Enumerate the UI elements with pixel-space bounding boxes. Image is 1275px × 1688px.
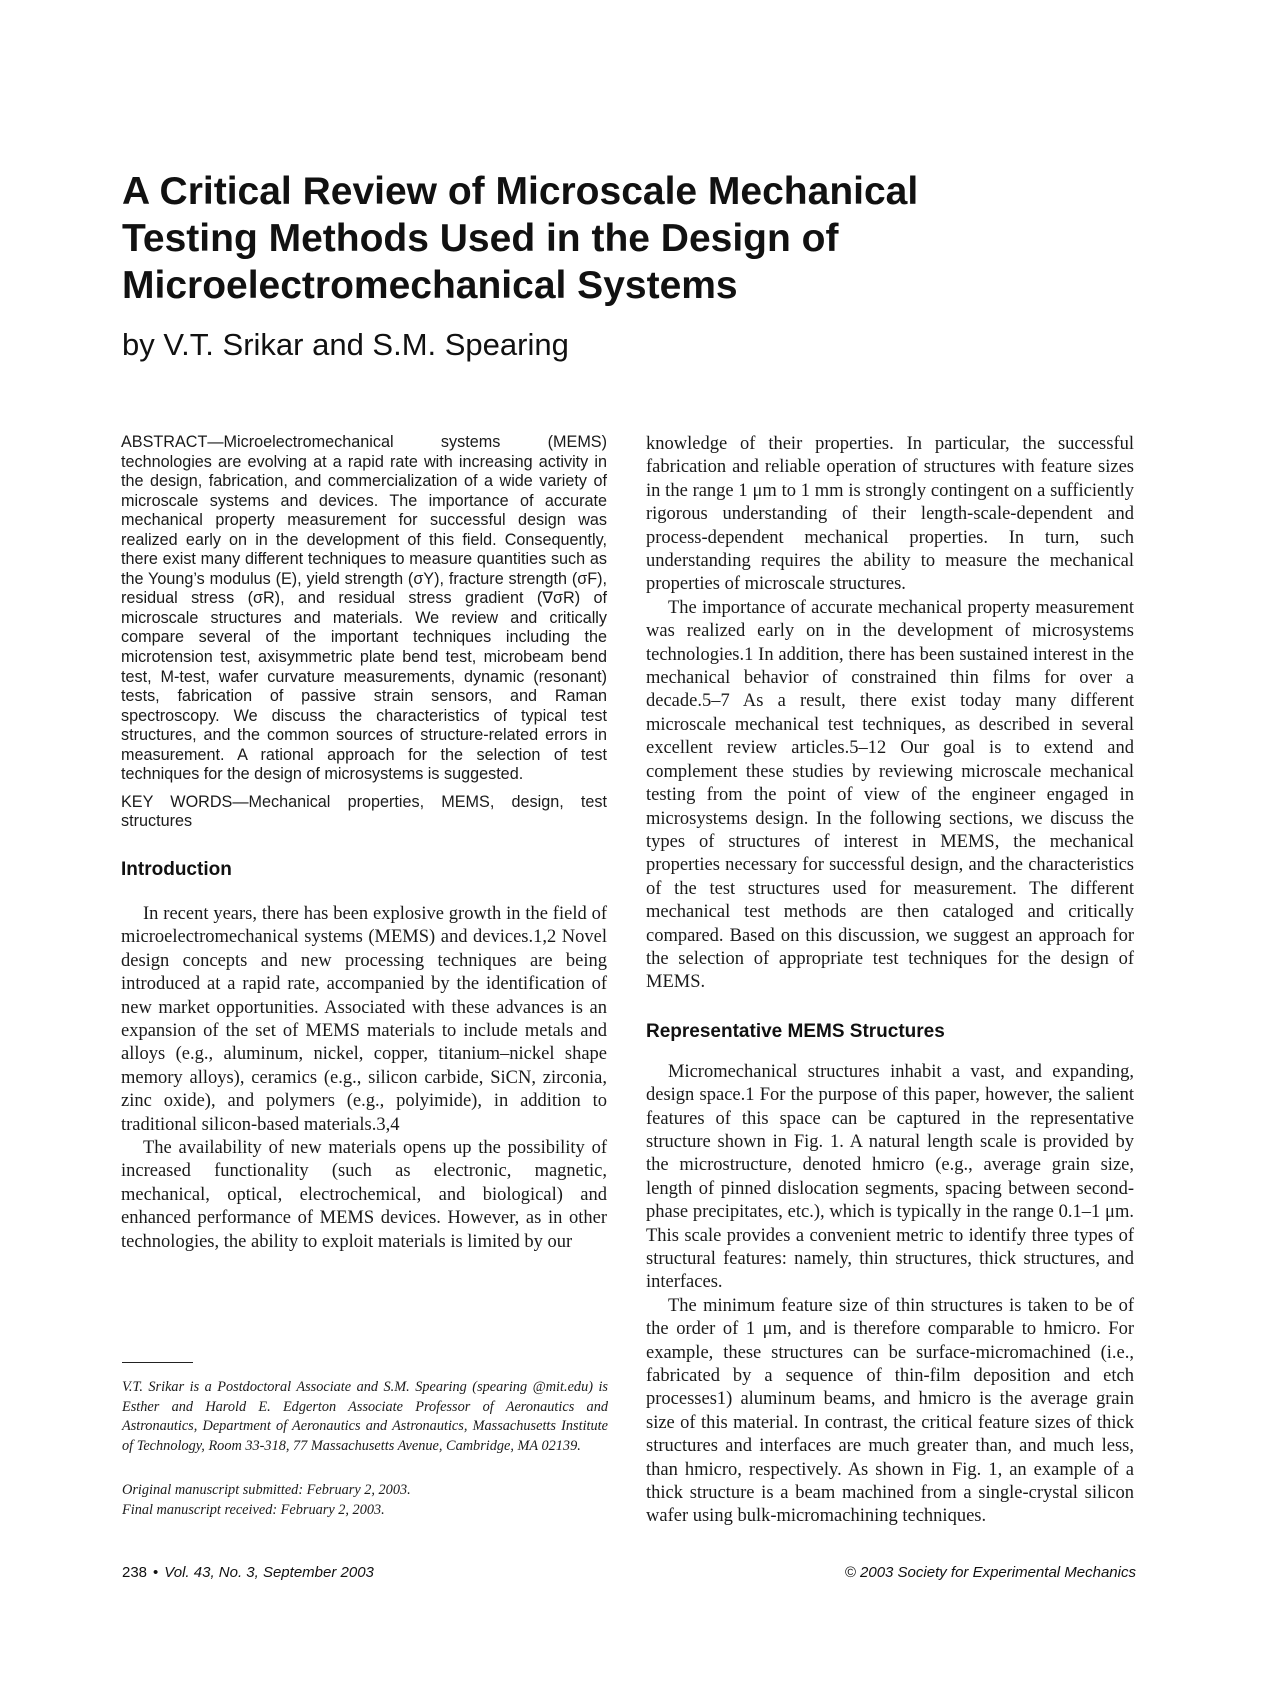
author-line: by V.T. Srikar and S.M. Spearing: [122, 327, 569, 362]
footnote-rule: [122, 1362, 193, 1363]
submitted-date: Original manuscript submitted: February 2, 2003.: [122, 1482, 411, 1498]
representative-body: [646, 1061, 1134, 1529]
section-heading-introduction: Introduction: [121, 858, 232, 880]
introduction-continued: [646, 433, 1134, 995]
body-paragraph: The availability of new materials opens up the possibility of increased functionality (such as electronic, magnetic, mechanical, optical, electrochemical, and biological) and enhanced performance of MEMS devices. However, as in other technologies, the ability to exploit materials is limited by our: [121, 1138, 607, 1252]
body-paragraph: In recent years, there has been explosive growth in the field of microelectromechanical systems (MEMS) and devices.1,2 Novel design concepts and new processing techniques are being introduced at a rapid rate, accompanied by the identification of new market opportunities. Associated with these advances is an expansion of the set of MEMS materials to include metals and alloys (e.g., aluminum, nickel, copper, titanium–nickel shape memory alloys), ceramics (e.g., silicon carbide, SiCN, zirconia, zinc oxide), and polymers (e.g., polyimide), in addition to traditional silicon-based materials.3,4: [121, 903, 607, 1135]
body-paragraph: The importance of accurate mechanical property measurement was realized early on in the development of microsystems technologies.1 In addition, there has been sustained interest in the mechanical behavior of constrained thin films for over a decade.5–7 As a result, there exist today many different microscale mechanical test techniques, as described in several excellent review articles.5–12 Our goal is to extend and complement these studies by reviewing microscale mechanical testing from the point of view of the engineer engaged in microsystems design. In the following sections, we discuss the types of structures of interest in MEMS, the mechanical properties necessary for successful design, and the characteristics of the test structures used for measurement. The different mechanical test methods are then cataloged and critically compared. Based on this discussion, we suggest an approach for the selection of appropriate test techniques for the design of MEMS.: [646, 597, 1134, 993]
page-footer-left: [122, 1564, 374, 1581]
manuscript-dates: [122, 1481, 608, 1520]
page-number: 238: [122, 1564, 148, 1581]
bullet-separator: •: [153, 1564, 159, 1581]
author-affiliation-footnote: V.T. Srikar is a Postdoctoral Associate and S.M. Spearing (spearing @mit.edu) is Esther and Harold E. Edgerton Associate Professor of Aeronautics and Astronautics, Department of Aeronautics and Astronautics, Massachusetts Institute of Technology, Room 33-318, 77 Massachusetts Avenue, Cambridge, MA 02139.: [122, 1379, 608, 1455]
journal-issue: Vol. 43, No. 3, September 2003: [164, 1564, 374, 1581]
section-heading-representative-structures: Representative MEMS Structures: [646, 1020, 945, 1042]
left-column: [121, 433, 607, 1254]
abstract: ABSTRACT—Microelectromechanical systems (MEMS) technologies are evolving at a rapid rate with increasing activity in the design, fabrication, and commercialization of a wide variety of microscale systems and devices. The importance of accurate mechanical property measurement for successful design was realized early on in the development of this field. Consequently, there exist many different techniques to measure quantities such as the Young’s modulus (E), yield strength (σY), fracture strength (σF), residual stress (σR), and residual stress gradient (∇σR) of microscale structures and materials. We review and critically compare several of the important techniques including the microtension test, axisymmetric plate bend test, microbeam bend test, M-test, wafer curvature measurements, dynamic (resonant) tests, fabrication of passive strain sensors, and Raman spectroscopy. We discuss the characteristics of typical test structures, and the common sources of structure-related errors in measurement. A rational approach for the selection of test techniques for the design of microsystems is suggested.: [121, 433, 607, 784]
right-column: [646, 433, 1134, 1529]
body-paragraph: Micromechanical structures inhabit a vast, and expanding, design space.1 For the purpose of this paper, however, the salient features of this space can be captured in the representative structure shown in Fig. 1. A natural length scale is provided by the microstructure, denoted hmicro (e.g., average grain size, length of pinned dislocation segments, spacing between second-phase precipitates, etc.), which is typically in the range 0.1–1 μm. This scale provides a convenient metric to identify three types of structural features: namely, thin structures, thick structures, and interfaces.: [646, 1061, 1134, 1293]
body-paragraph: The minimum feature size of thin structures is taken to be of the order of 1 μm, and is therefore comparable to hmicro. For example, these structures can be surface-micromachined (i.e., fabricated by a sequence of thin-film deposition and etch processes1) aluminum beams, and hmicro is the average grain size of this material. In contrast, the critical feature sizes of thick structures and interfaces are much greater than, and much less, than hmicro, respectively. As shown in Fig. 1, an example of a thick structure is a beam machined from a single-crystal silicon wafer using bulk-micromachining techniques.: [646, 1295, 1134, 1527]
received-date: Final manuscript received: February 2, 2003.: [122, 1501, 385, 1518]
paper-title: A Critical Review of Microscale Mechanical Testing Methods Used in the Design of Microelectromechanical Systems: [122, 170, 919, 307]
key-words: KEY WORDS—Mechanical properties, MEMS, design, test structures: [121, 792, 607, 831]
copyright-notice: © 2003 Society for Experimental Mechanics: [844, 1564, 1136, 1581]
body-paragraph: knowledge of their properties. In particular, the successful fabrication and reliable operation of structures with feature sizes in the range 1 μm to 1 mm is strongly contingent on a sufficiently rigorous understanding of their length-scale-dependent and process-dependent mechanical properties. In turn, such understanding requires the ability to measure the mechanical properties of microscale structures.: [646, 434, 1134, 595]
introduction-body: [121, 903, 607, 1254]
